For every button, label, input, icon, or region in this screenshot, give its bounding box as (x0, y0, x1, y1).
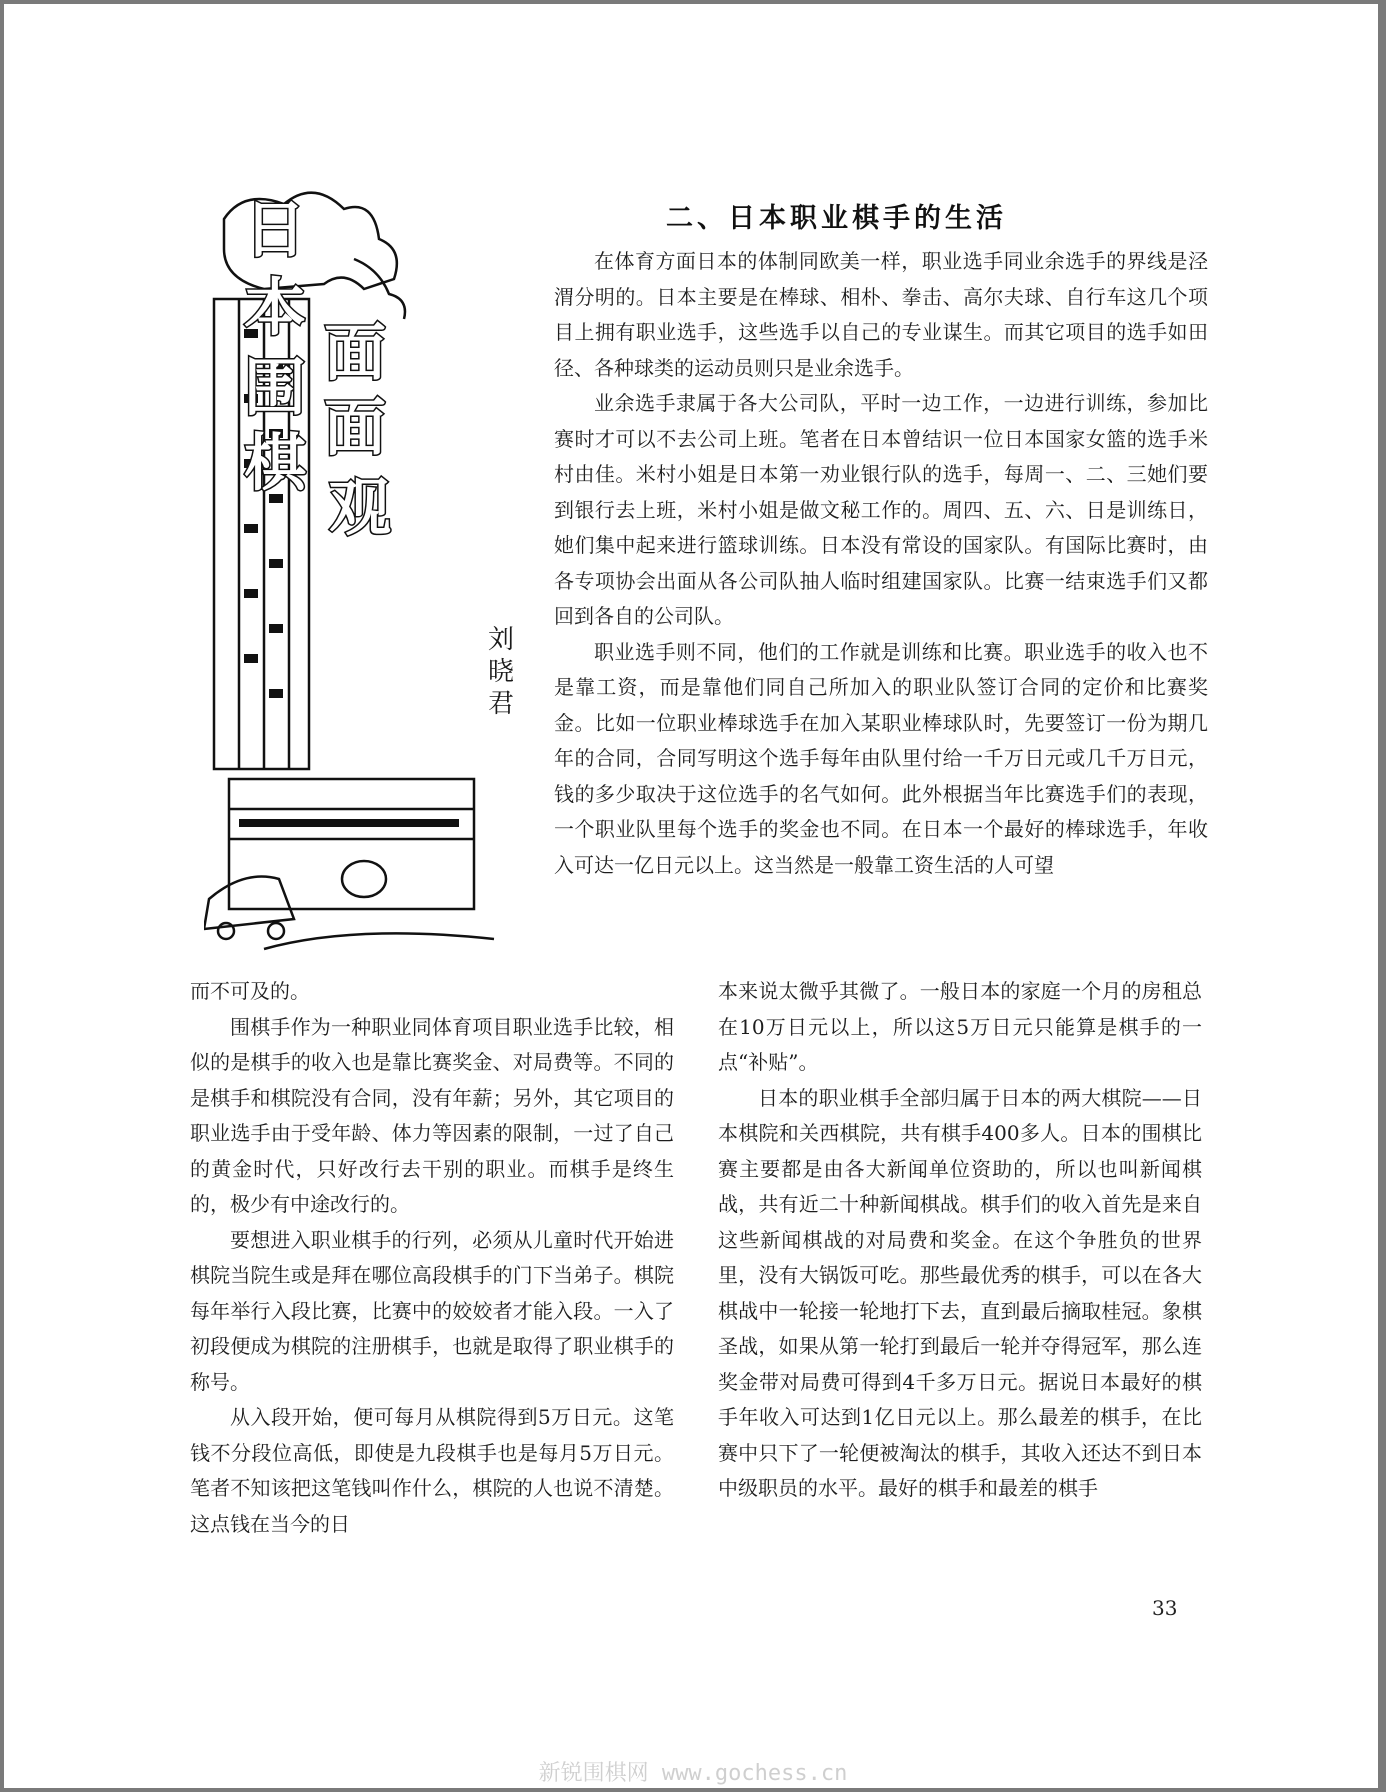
author-byline: 刘晓君 (487, 625, 514, 719)
paragraph: 要想进入职业棋手的行列，必须从儿童时代开始进棋院当院生或是拜在哪位高段棋手的门下当弟子。棋院每年举行入段比赛，比赛中的姣姣者才能入段。一入了初段便成为棋院的注册棋手，也就是取得了职业棋手的称号。 (190, 1227, 674, 1394)
paragraph: 围棋手作为一种职业同体育项目职业选手比较，相似的是棋手的收入也是靠比赛奖金、对局费等。不同的是棋手和棋院没有合同，没有年薪；另外，其它项目的职业选手由于受年龄、体力等因素的限制，一过了自己的黄金时代，只好改行去干别的职业。而棋手是终生的，极少有中途改行的。 (190, 1014, 674, 1216)
paragraph: 职业选手则不同，他们的工作就是训练和比赛。职业选手的收入也不是靠工资，而是靠他们同自己所加入的职业队签订合同的定价和比赛奖金。比如一位职业棒球选手在加入某职业棒球队时，先要签订一份为期几年的合同，合同写明这个选手每年由队里付给一千万日元或几千万日元，钱的多少取决于这位选手的名气如何。此外根据当年比赛选手们的表现，一个职业队里每个选手的奖金也不同。在日本一个最好的棒球选手，年收入可达一亿日元以上。这当然是一般靠工资生活的人可望 (554, 639, 1208, 877)
title-illustration (204, 179, 514, 959)
calligraphy-char-1: 日 (244, 193, 307, 266)
calligraphy-char-3: 围 (244, 351, 307, 424)
paragraph: 在体育方面日本的体制同欧美一样，职业选手同业余选手的界线是泾渭分明的。日本主要是在棒球、相朴、拳击、高尔夫球、自行车这几个项目上拥有职业选手，这些选手以自己的专业谋生。而其它项目的选手如田径、各种球类的运动员则只是业余选手。 (554, 249, 1208, 380)
paragraph: 业余选手隶属于各大公司队，平时一边工作，一边进行训练，参加比赛时才可以不去公司上班。笔者在日本曾结识一位日本国家女篮的选手米村由佳。米村小姐是日本第一劝业银行队的选手，每周一、二、三她们要到银行去上班，米村小姐是做文秘工作的。周四、五、六、日是训练日，她们集中起来进行篮球训练。日本没有常设的国家队。有国际比赛时，由各专项协会出面从各公司队抽人临时组建国家队。比赛一结束选手们又都回到各自的公司队。 (554, 391, 1208, 628)
paragraph: 从入段开始，便可每月从棋院得到5万日元。这笔钱不分段位高低，即使是九段棋手也是每月5万日元。笔者不知该把这笔钱叫作什么，棋院的人也说不清楚。这点钱在当今的日 (190, 1405, 674, 1536)
document-page (4, 4, 1378, 1788)
section-title: 二、日本职业棋手的生活 (666, 203, 1007, 234)
calligraphy-char-2: 本 (244, 271, 307, 344)
paragraph: 本来说太微乎其微了。一般日本的家庭一个月的房租总在10万日元以上，所以这5万日元只能算是棋手的一点“补贴”。 (718, 979, 1202, 1074)
left-text-column (190, 974, 674, 1542)
paragraph: 而不可及的。 (190, 979, 310, 1003)
paragraph: 日本的职业棋手全部归属于日本的两大棋院——日本棋院和关西棋院，共有棋手400多人。日本的围棋比赛主要都是由各大新闻单位资助的，所以也叫新闻棋战，共有近二十种新闻棋战。棋手们的收入首先是来自这些新闻棋战的对局费和奖金。在这个争胜负的世界里，没有大锅饭可吃。那些最优秀的棋手，可以在各大棋战中一轮接一轮地打下去，直到最后摘取桂冠。象棋圣战，如果从第一轮打到最后一轮并夺得冠军，那么连奖金带对局费可得到4千多万日元。据说日本最好的棋手年收入可达到1亿日元以上。那么最差的棋手，在比赛中只下了一轮便被淘汰的棋手，其收入还达不到日本中级职员的水平。最好的棋手和最差的棋手 (718, 1085, 1202, 1500)
calligraphy-char-5: 面 (324, 316, 387, 389)
right-text-column (718, 974, 1202, 1507)
calligraphy-char-7: 观 (329, 471, 392, 544)
top-text-column (554, 244, 1208, 883)
calligraphy-char-6: 面 (324, 391, 387, 464)
page-number: 33 (1152, 1596, 1178, 1620)
calligraphy-char-4: 棋 (244, 426, 307, 499)
site-watermark: 新锐围棋网 www.gochess.cn (538, 1761, 848, 1786)
